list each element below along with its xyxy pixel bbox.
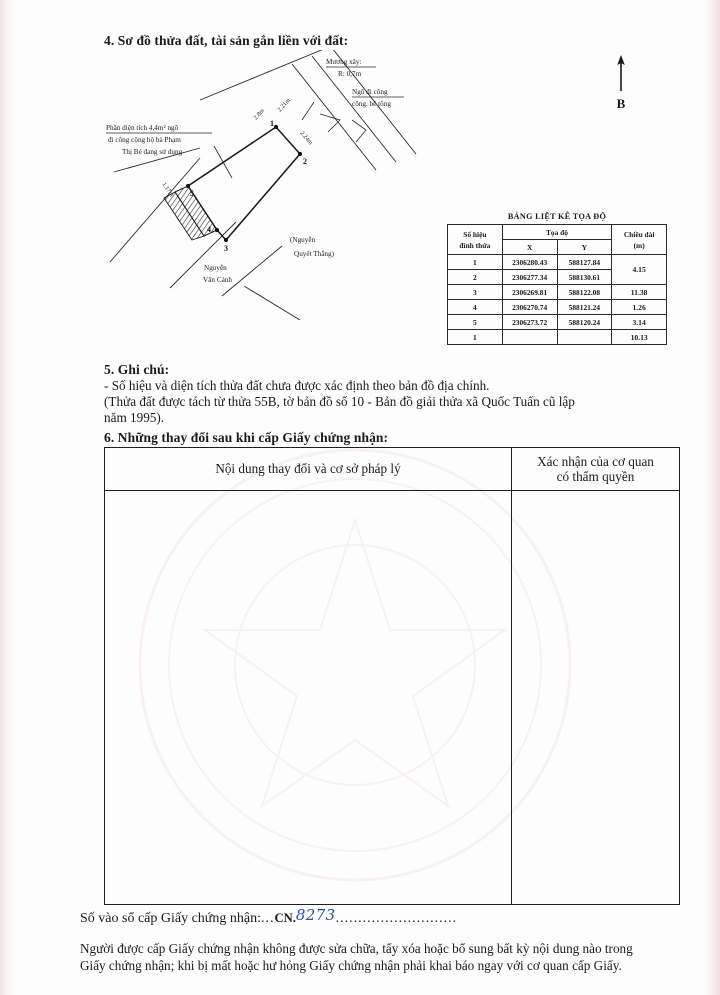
svg-text:Ngõ đi công: Ngõ đi công — [352, 88, 388, 96]
length-cell: 11.38 — [612, 285, 667, 300]
dots-before: ... — [261, 911, 275, 926]
coord-header-x: X — [502, 240, 557, 255]
annotation-public-lane — [352, 88, 404, 108]
coordinate-table-body — [448, 255, 667, 345]
registration-number-line — [80, 908, 457, 927]
changes-cell-content[interactable] — [105, 491, 512, 905]
coord-header-length: Chiều dài (m) — [612, 225, 667, 255]
section-5-line-1: - Số hiệu và diện tích thửa đất chưa được xác định theo bản đồ địa chính. — [104, 378, 490, 393]
vertex-label-2: 2 — [303, 157, 307, 166]
table-row: 1 2306280.43 588127.84 4.15 — [448, 255, 667, 270]
footer-note-line-1: Người được cấp Giấy chứng nhận không được sửa chữa, tẩy xóa hoặc bổ sung bất kỳ nội dung nào trong — [80, 941, 633, 956]
section-5-line-2: (Thửa đất được tách từ thửa 55B, tờ bản đồ số 10 - Bản đồ giải thửa xã Quốc Tuấn cũ lập — [104, 394, 575, 409]
changes-table-header — [105, 448, 679, 491]
dots-after: ........................... — [335, 911, 458, 926]
svg-text:R: 0,7m: R: 0,7m — [338, 70, 362, 78]
edge-label-2: 2.21m — [276, 97, 292, 114]
coord-header-index: Số hiệu đỉnh thửa — [448, 225, 503, 255]
footer-note-line-2: Giấy chứng nhận; khi bị mất hoặc hư hỏng Giấy chứng nhận phải khai báo ngay với cơ quan cấp Giấy. — [80, 958, 622, 973]
north-label: B — [616, 96, 626, 111]
section-4-title: 4. Sơ đồ thửa đất, tài sản gắn liền với đất: — [104, 33, 349, 48]
vertex-label-5: 5 — [190, 189, 194, 198]
svg-text:cộng. bê tông: cộng. bê tông — [352, 100, 391, 108]
table-row: 1 10.13 — [448, 330, 667, 345]
changes-cell-authority[interactable] — [512, 491, 679, 905]
length-cell: 4.15 — [612, 255, 667, 285]
svg-text:Thị Bé đang sử dụng: Thị Bé đang sử dụng — [122, 148, 183, 156]
section-5-title: 5. Ghi chú: — [104, 362, 170, 377]
coordinate-table-caption: BẢNG LIỆT KÊ TỌA ĐỘ — [507, 212, 607, 221]
table-row: 5 2306273.72 588120.24 3.14 — [448, 315, 667, 330]
annotation-ditch — [326, 58, 376, 78]
annotation-neighbor-right — [290, 235, 335, 258]
annotation-left-note — [106, 124, 212, 156]
cn-prefix: CN. — [274, 911, 296, 925]
svg-text:Mương xây:: Mương xây: — [326, 58, 362, 66]
table-row: 2 2306277.34 588130.61 — [448, 270, 667, 285]
edge-label-1: 2.8m — [252, 107, 266, 122]
section-6-title: 6. Những thay đổi sau khi cấp Giấy chứng nhận: — [104, 430, 389, 445]
changes-table-body — [105, 491, 679, 905]
edge-label-3: 2.24m — [298, 129, 314, 147]
changes-header-content: Nội dung thay đổi và cơ sở pháp lý — [105, 448, 512, 490]
annotation-neighbor-bottom — [203, 263, 232, 284]
svg-text:Nguyễn: Nguyễn — [204, 264, 227, 272]
length-cell: 1.26 — [612, 300, 667, 315]
registration-number-label: Số vào sổ cấp Giấy chứng nhận: — [80, 911, 261, 926]
length-cell: 3.14 — [612, 315, 667, 330]
table-row: 4 2306270.74 588121.24 1.26 — [448, 300, 667, 315]
coordinate-table — [447, 224, 667, 345]
north-arrow — [608, 55, 634, 111]
vertex-label-3: 3 — [224, 244, 228, 253]
table-row: 3 2306269.81 588122.08 11.38 — [448, 285, 667, 300]
svg-text:(Nguyễn: (Nguyễn — [290, 236, 316, 244]
north-arrow-icon — [608, 55, 634, 91]
coord-header-coords: Tọa độ — [502, 225, 612, 240]
svg-text:Quyết Thắng): Quyết Thắng) — [294, 250, 334, 258]
changes-table — [104, 447, 680, 905]
edge-label-4: 1.17m — [160, 181, 175, 199]
svg-text:Văn Cảnh: Văn Cảnh — [203, 276, 232, 284]
parcel-diagram — [104, 50, 424, 320]
vertex-label-1: 1 — [270, 119, 274, 128]
section-5-line-3: năm 1995). — [104, 410, 165, 425]
handwritten-registration-number: 8273 — [295, 906, 336, 924]
vertex-label-4: 4 — [207, 225, 211, 234]
svg-text:Phần diện tích 4,4m² ngõ: Phần diện tích 4,4m² ngõ — [106, 124, 179, 132]
footer-warning-note — [80, 940, 680, 974]
coordinate-table-block — [447, 212, 667, 345]
changes-header-authority: Xác nhận của cơ quan có thẩm quyền — [537, 454, 654, 484]
length-cell: 10.13 — [612, 330, 667, 345]
coord-header-y: Y — [557, 240, 612, 255]
svg-text:đi công cộng hộ bà Phạm: đi công cộng hộ bà Phạm — [108, 136, 181, 144]
